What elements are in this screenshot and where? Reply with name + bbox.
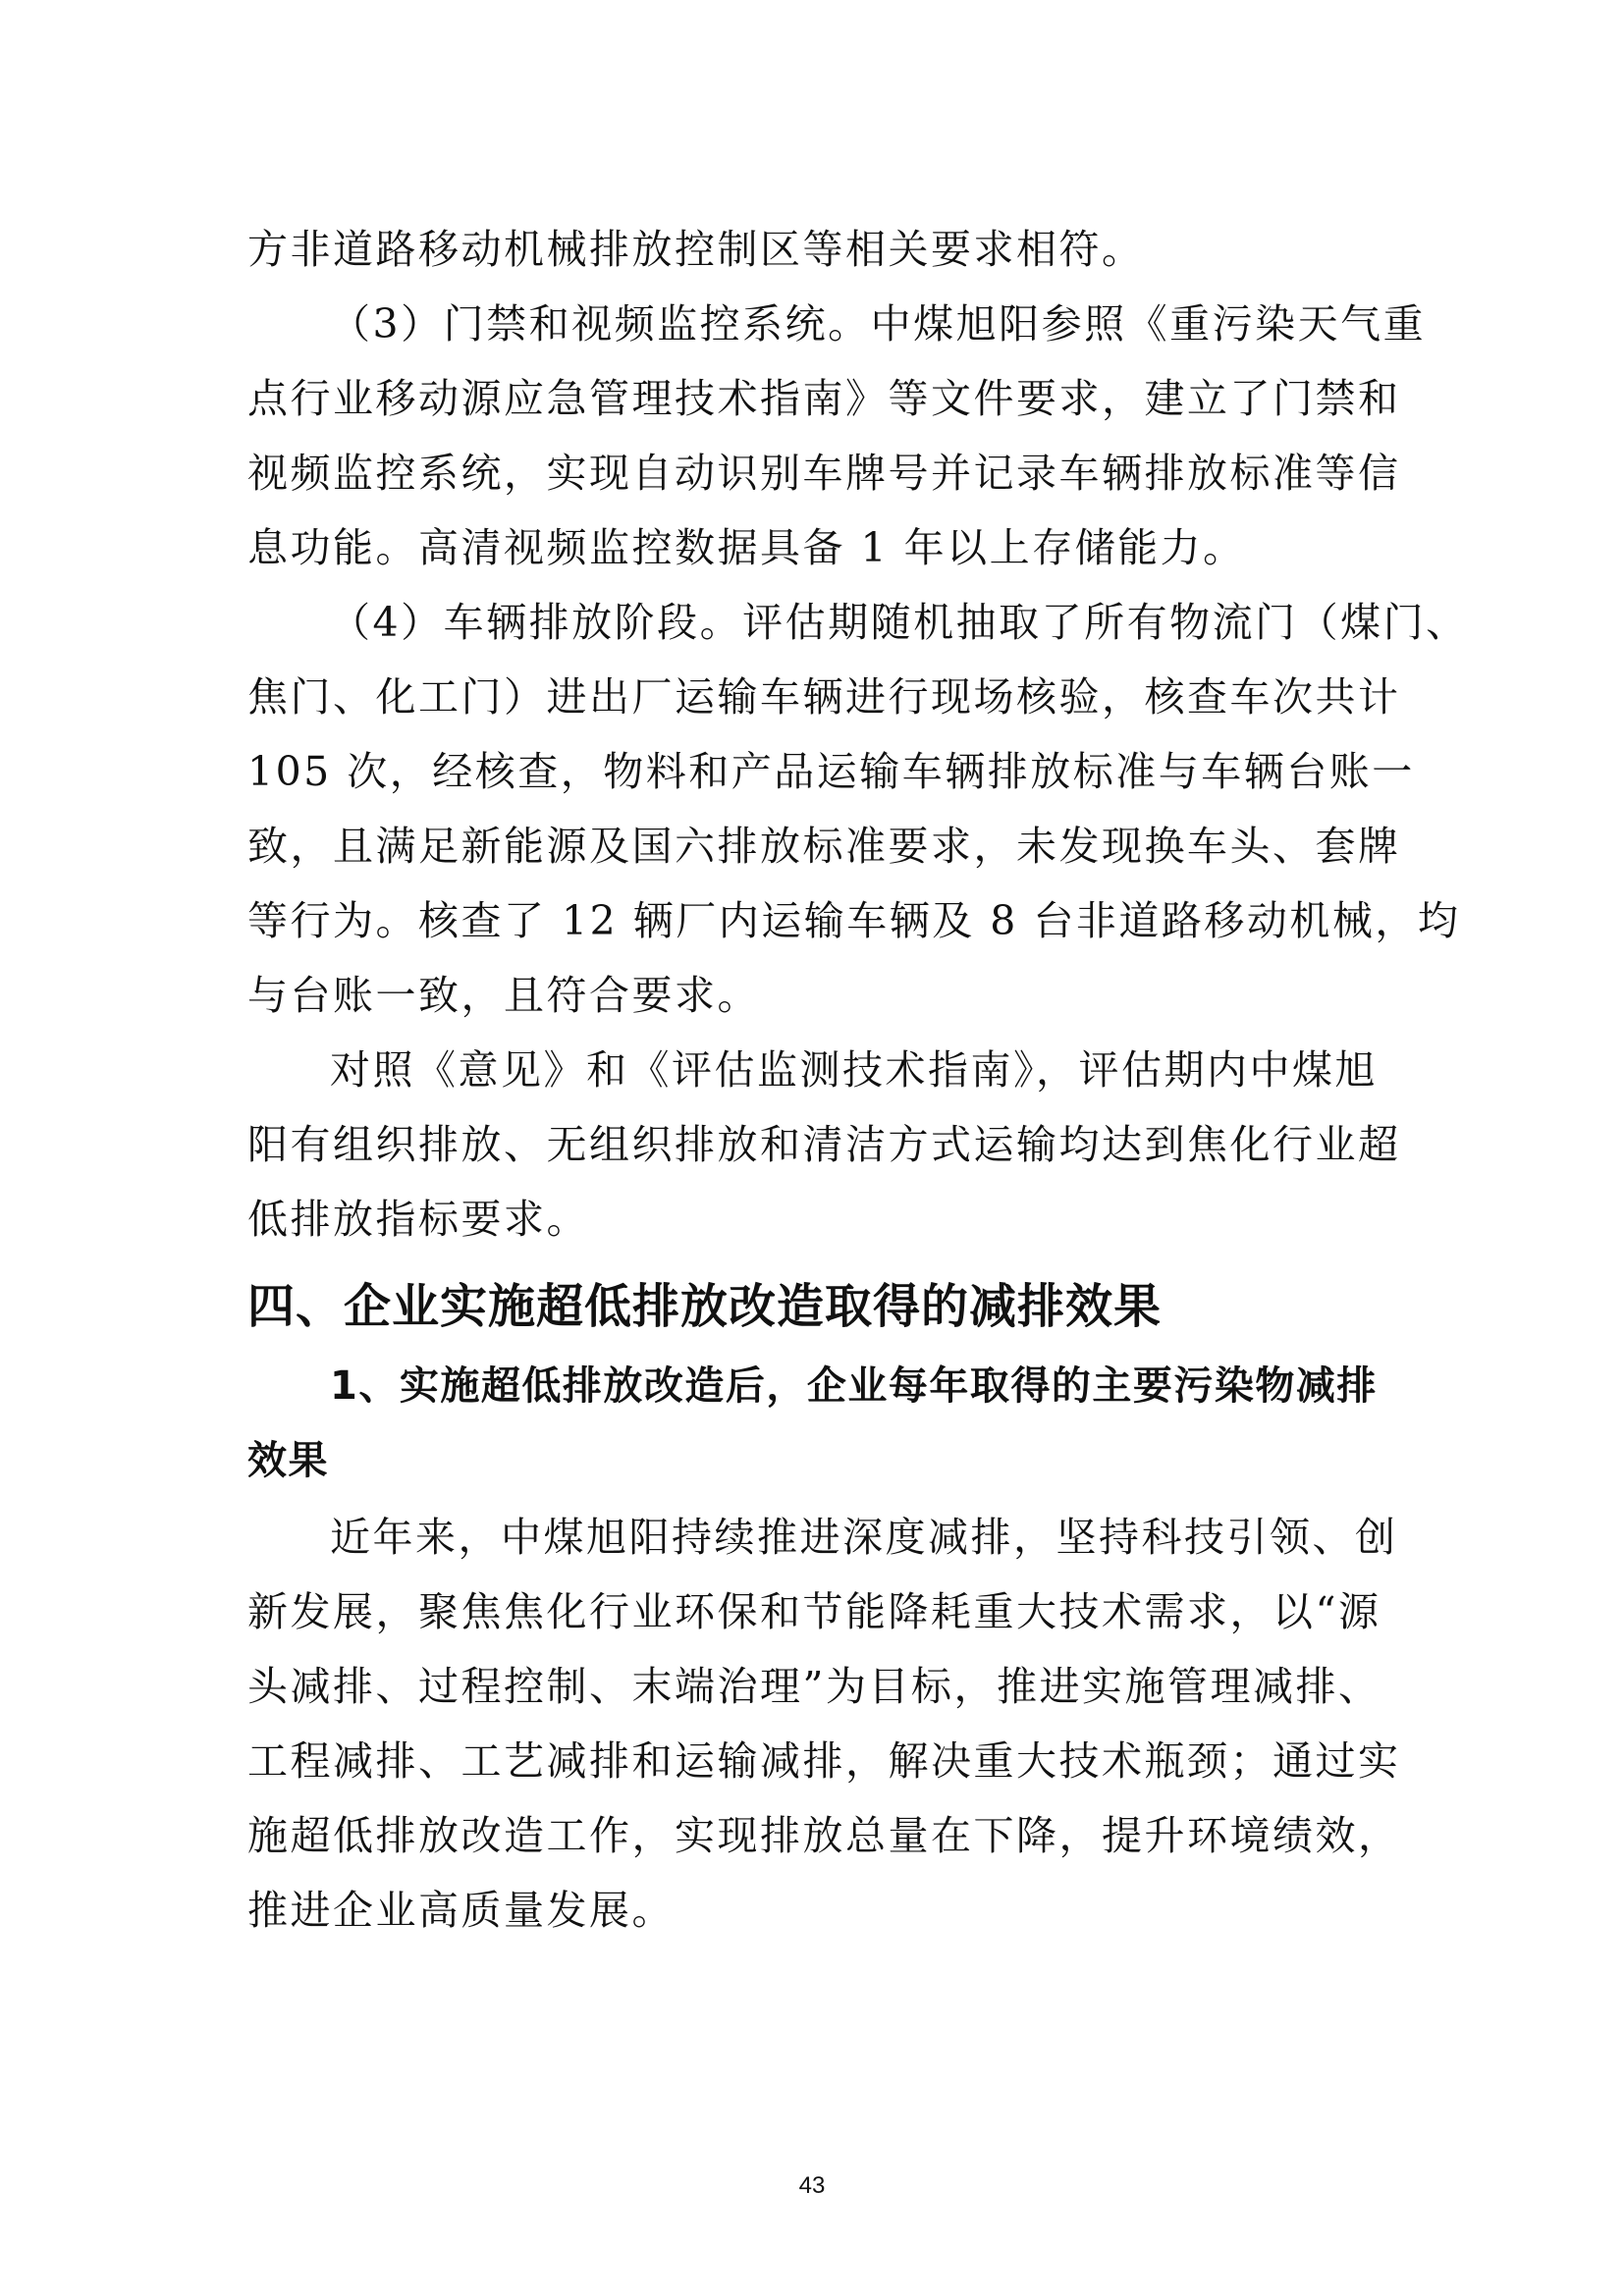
body-line: 阳有组织排放、无组织排放和清洁方式运输均达到焦化行业超 [247,1121,1401,1168]
body-line: 等行为。核查了 12 辆厂内运输车辆及 8 台非道路移动机械，均 [247,897,1461,944]
body-line: 焦门、化工门）进出厂运输车辆进行现场核验，核查车次共计 [247,673,1401,721]
body-line: 施超低排放改造工作，实现排放总量在下降，提升环境绩效， [247,1812,1401,1859]
body-line: 新发展，聚焦焦化行业环保和节能降耗重大技术需求，以“源 [247,1588,1381,1635]
body-line: 近年来，中煤旭阳持续推进深度减排，坚持科技引领、创 [330,1514,1398,1561]
body-line: 点行业移动源应急管理技术指南》等文件要求，建立了门禁和 [247,375,1401,422]
page-number: 43 [798,2172,826,2199]
section-heading: 四、企业实施超低排放改造取得的减排效果 [247,1279,1163,1334]
body-line: 方非道路移动机械排放控制区等相关要求相符。 [247,226,1145,273]
subheading-line: 1、实施超低排放改造后，企业每年取得的主要污染物减排 [330,1363,1378,1409]
body-line: （3）门禁和视频监控系统。中煤旭阳参照《重污染天气重 [330,300,1427,347]
body-line: 低排放指标要求。 [247,1196,589,1243]
body-line: 工程减排、工艺减排和运输减排，解决重大技术瓶颈；通过实 [247,1737,1401,1785]
body-line: 105 次，经核查，物料和产品运输车辆排放标准与车辆台账一 [247,748,1415,795]
body-line: 与台账一致，且符合要求。 [247,972,760,1019]
body-line: 息功能。高清视频监控数据具备 1 年以上存储能力。 [247,524,1246,571]
body-line: （4）车辆排放阶段。评估期随机抽取了所有物流门（煤门、 [330,599,1469,646]
body-line: 推进企业高质量发展。 [247,1887,675,1934]
subheading-line: 效果 [247,1438,329,1483]
body-line: 头减排、过程控制、末端治理”为目标，推进实施管理减排、 [247,1663,1381,1710]
body-line: 致，且满足新能源及国六排放标准要求，未发现换车头、套牌 [247,823,1401,870]
body-line: 对照《意见》和《评估监测技术指南》，评估期内中煤旭 [330,1046,1378,1094]
body-line: 视频监控系统，实现自动识别车牌号并记录车辆排放标准等信 [247,450,1401,497]
